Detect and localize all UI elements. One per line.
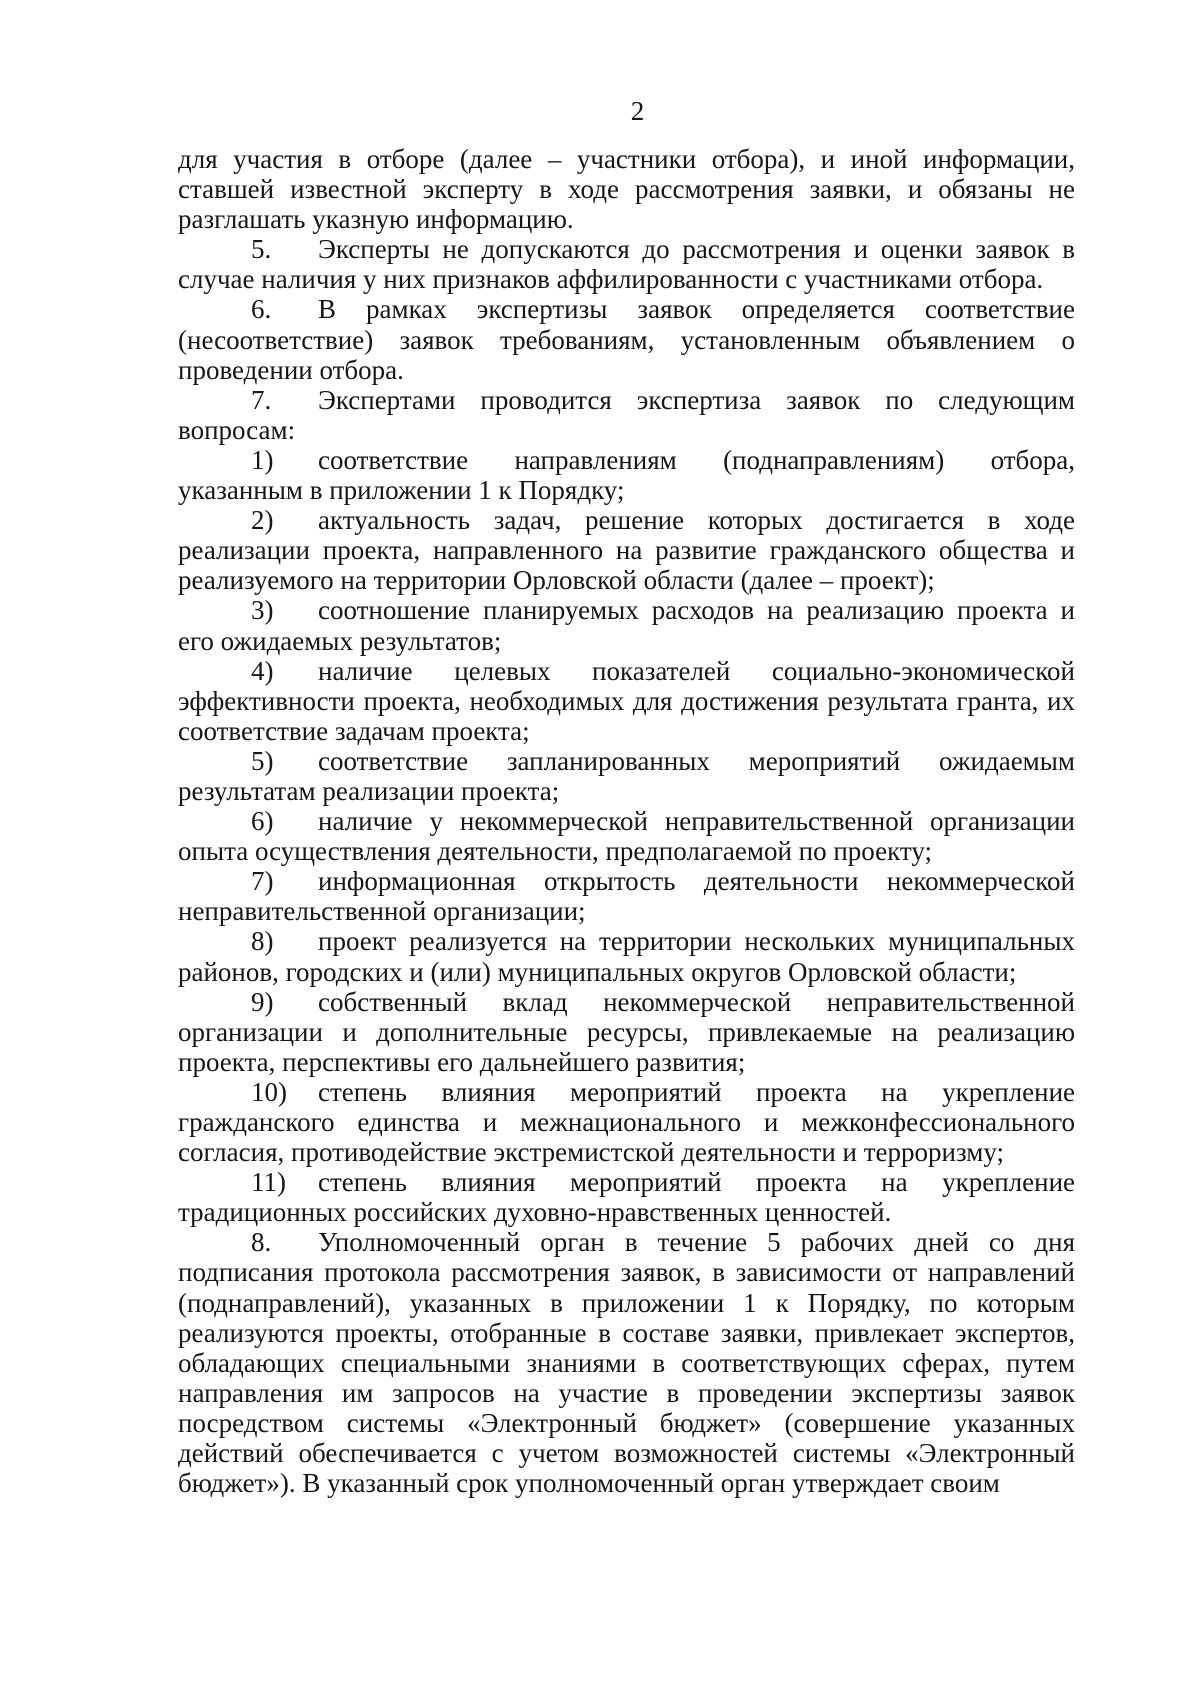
list-item — [178, 595, 1075, 655]
paragraph-text: степень влияния мероприятий проекта на укрепление гражданского единства и межнационального и межконфессионального согласия, противодействие экстремистской деятельности и терроризму; — [178, 1076, 1075, 1168]
document-body — [178, 144, 1075, 1498]
item-number: 5. — [251, 234, 272, 265]
item-number: 6. — [251, 294, 272, 325]
paragraph-text: наличие целевых показателей социально-экономической эффективности проекта, необходимых для достижения результата гранта, их соответствие задачам проекта; — [178, 655, 1075, 746]
list-item — [178, 505, 1075, 595]
list-item — [178, 987, 1075, 1077]
item-number: 6) — [251, 806, 274, 837]
paragraph-text: Экспертами проводится экспертиза заявок по следующим вопросам: — [178, 384, 1075, 445]
paragraph-text: для участия в отборе (далее – участники отбора), и иной информации, ставшей известной эксперту в ходе рассмотрения заявки, и обязаны не разглашать указную информацию. — [178, 144, 1075, 235]
item-number: 4) — [251, 655, 274, 686]
list-item — [178, 1167, 1075, 1227]
item-number: 8. — [251, 1227, 272, 1258]
item-number: 7. — [251, 384, 272, 415]
item-number: 8) — [251, 926, 274, 957]
paragraph-text: наличие у некоммерческой неправительственной организации опыта осуществления деятельности, предполагаемой по проекту; — [178, 806, 1075, 867]
paragraph-text: информационная открытость деятельности некоммерческой неправительственной организации; — [178, 866, 1075, 927]
paragraph-text: В рамках экспертизы заявок определяется соответствие (несоответствие) заявок требованиям, установленным объявлением о проведении отбора. — [178, 294, 1075, 385]
item-number: 7) — [251, 866, 274, 897]
list-item — [178, 445, 1075, 505]
paragraph-text: собственный вклад некоммерческой неправительственной организации и дополнительные ресурсы, привлекаемые на реализацию проекта, перспективы его дальнейшего развития; — [178, 986, 1075, 1077]
paragraph-item — [178, 234, 1075, 294]
list-item — [178, 806, 1075, 866]
paragraph-text: Уполномоченный орган в течение 5 рабочих дней со дня подписания протокола рассмотрения заявок, в зависимости от направлений (поднаправлений), указанных в приложении 1 к Порядку, по которым реализуются проекты, отобранные в составе заявки, привлекает экспертов, обладающих специальными знаниями в соответствующих сферах, путем направления им запросов на участие в проведении экспертизы заявок посредством системы «Электронный бюджет» (совершение указанных действий обеспечивается с учетом возможностей системы «Электронный бюджет»). В указанный срок уполномоченный орган утверждает своим — [178, 1227, 1075, 1499]
item-number: 2) — [251, 505, 274, 536]
item-number: 11) — [251, 1167, 286, 1198]
list-item — [178, 656, 1075, 746]
page-number: 2 — [630, 96, 645, 126]
list-item — [178, 1077, 1075, 1167]
paragraph-text: соответствие запланированных мероприятий ожидаемым результатам реализации проекта; — [178, 745, 1075, 806]
paragraph-continuation — [178, 144, 1075, 234]
paragraph-text: актуальность задач, решение которых достигается в ходе реализации проекта, направленного на развитие гражданского общества и реализуемого на территории Орловской области (далее – проект); — [178, 505, 1075, 596]
item-number: 9) — [251, 986, 274, 1017]
list-item — [178, 926, 1075, 986]
item-number: 1) — [251, 444, 274, 475]
item-number: 5) — [251, 745, 274, 776]
list-item — [178, 866, 1075, 926]
paragraph-text: степень влияния мероприятий проекта на укрепление традиционных российских духовно-нравственных ценностей. — [178, 1167, 1075, 1228]
item-number: 10) — [251, 1076, 287, 1107]
paragraph-item — [178, 385, 1075, 445]
item-number: 3) — [251, 595, 274, 626]
paragraph-item — [178, 1227, 1075, 1498]
paragraph-text: проект реализуется на территории нескольких муниципальных районов, городских и (или) муниципальных округов Орловской области; — [178, 926, 1075, 987]
paragraph-text: соответствие направлениям (поднаправлениям) отбора, указанным в приложении 1 к Порядку; — [178, 444, 1075, 506]
paragraph-text: соотношение планируемых расходов на реализацию проекта и его ожидаемых результатов; — [178, 595, 1075, 656]
list-item — [178, 746, 1075, 806]
paragraph-text: Эксперты не допускаются до рассмотрения и оценки заявок в случае наличия у них признаков аффилированности с участниками отбора. — [178, 234, 1075, 295]
paragraph-item — [178, 294, 1075, 384]
